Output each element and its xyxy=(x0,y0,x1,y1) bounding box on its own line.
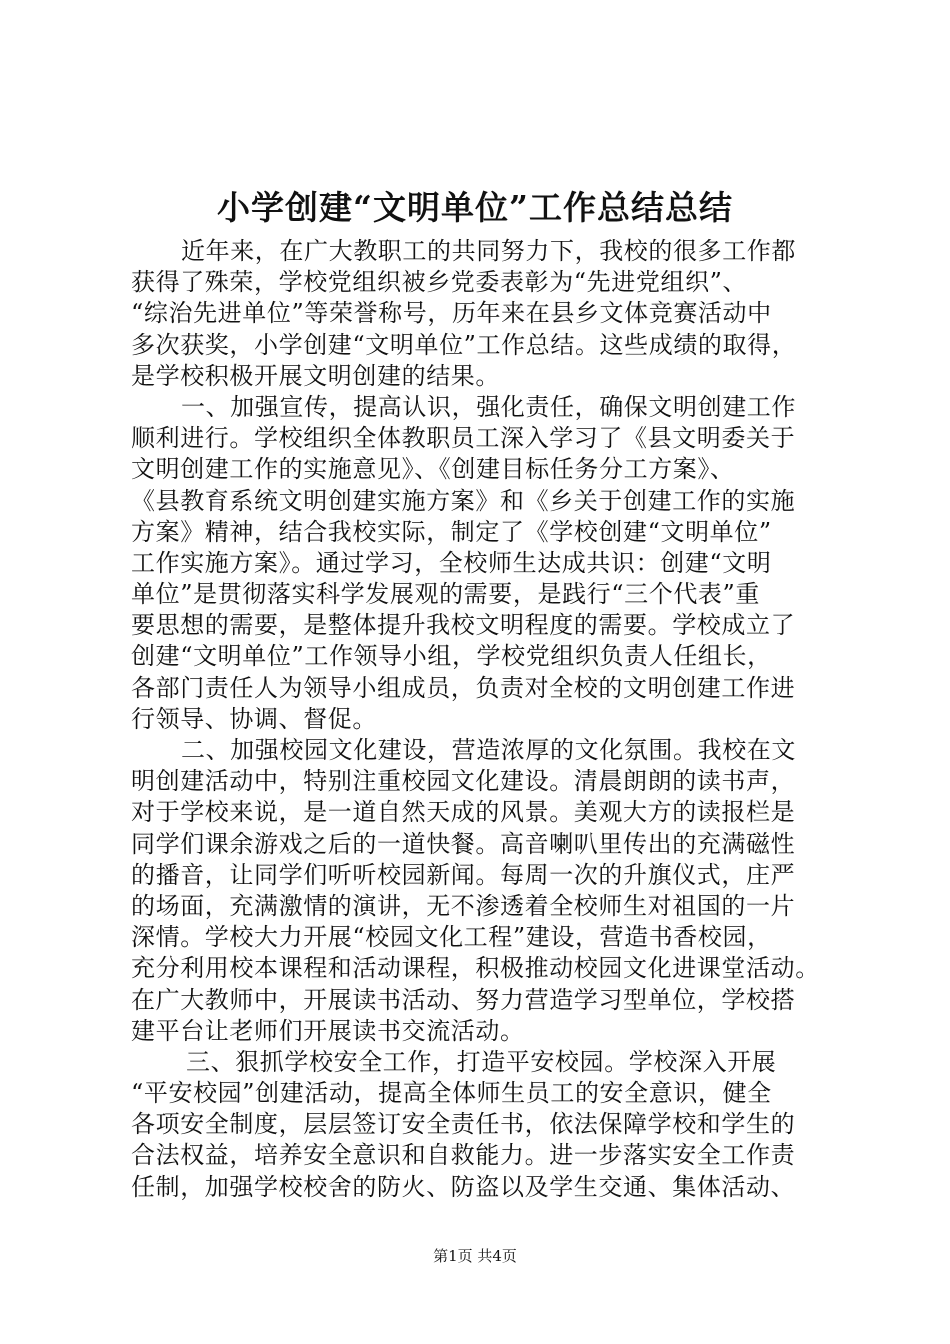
body-line: 要思想的需要，是整体提升我校文明程度的需要。学校成立了 xyxy=(131,611,796,640)
body-line: 是学校积极开展文明创建的结果。 xyxy=(131,361,500,390)
body-line: 工作实施方案》。通过学习，全校师生达成共识：创建“文明 xyxy=(131,548,772,577)
body-line: 获得了殊荣，学校党组织被乡党委表彰为“先进党组织”、 xyxy=(131,268,748,297)
body-line: 明创建活动中，特别注重校园文化建设。清晨朗朗的读书声， xyxy=(131,767,796,796)
body-line: 任制，加强学校校舍的防火、防盗以及学生交通、集体活动、 xyxy=(131,1172,796,1201)
body-line: 近年来，在广大教职工的共同努力下，我校的很多工作都 xyxy=(181,237,796,265)
body-line: 的场面，充满激情的演讲，无不渗透着全校师生对祖国的一片 xyxy=(131,891,796,920)
body-line: 一、加强宣传，提高认识，强化责任，确保文明创建工作 xyxy=(181,392,796,421)
document-body xyxy=(131,236,833,1203)
body-line: 对于学校来说，是一道自然天成的风景。美观大方的读报栏是 xyxy=(131,798,796,827)
body-line: 单位”是贯彻落实科学发展观的需要，是践行“三个代表”重 xyxy=(131,580,761,609)
body-line: 各项安全制度，层层签订安全责任书，依法保障学校和学生的 xyxy=(131,1110,796,1139)
body-line: 深情。学校大力开展“校园文化工程”建设，营造书香校园， xyxy=(131,923,772,952)
body-line: 创建“文明单位”工作领导小组，学校党组织负责人任组长， xyxy=(131,642,772,671)
page-number-footer: 第1页 共4页 xyxy=(433,1247,517,1265)
body-line: 在广大教师中，开展读书活动、努力营造学习型单位，学校搭 xyxy=(131,985,796,1014)
body-line: 顺利进行。学校组织全体教职员工深入学习了《县文明委关于 xyxy=(131,424,796,453)
body-line: 《县教育系统文明创建实施方案》和《乡关于创建工作的实施 xyxy=(131,486,796,515)
body-line: 同学们课余游戏之后的一道快餐。高音喇叭里传出的充满磁性 xyxy=(131,829,796,858)
body-line: 多次获奖，小学创建“文明单位”工作总结。这些成绩的取得， xyxy=(131,330,797,359)
body-line: 各部门责任人为领导小组成员，负责对全校的文明创建工作进 xyxy=(131,673,796,702)
body-line: 的播音，让同学们听听校园新闻。每周一次的升旗仪式，庄严 xyxy=(131,860,796,889)
document-title: 小学创建“文明单位”工作总结总结 xyxy=(217,188,733,227)
body-line: 方案》精神，结合我校实际，制定了《学校创建“文明单位” xyxy=(131,517,772,546)
body-line: “综治先进单位”等荣誉称号，历年来在县乡文体竞赛活动中 xyxy=(131,299,772,328)
body-line: 二、加强校园文化建设，营造浓厚的文化氛围。我校在文 xyxy=(181,736,796,764)
body-line: 合法权益，培养安全意识和自救能力。进一步落实安全工作责 xyxy=(131,1141,796,1170)
body-line: 充分利用校本课程和活动课程，积极推动校园文化进课堂活动。 xyxy=(131,954,820,983)
body-line: “平安校园”创建活动，提高全体师生员工的安全意识，健全 xyxy=(131,1079,772,1108)
body-line: 三、狠抓学校安全工作，打造平安校园。学校深入开展 xyxy=(186,1047,777,1076)
body-line: 行领导、协调、督促。 xyxy=(131,704,377,733)
body-line: 建平台让老师们开展读书交流活动。 xyxy=(131,1016,525,1045)
body-line: 文明创建工作的实施意见》、《创建目标任务分工方案》、 xyxy=(131,455,735,484)
